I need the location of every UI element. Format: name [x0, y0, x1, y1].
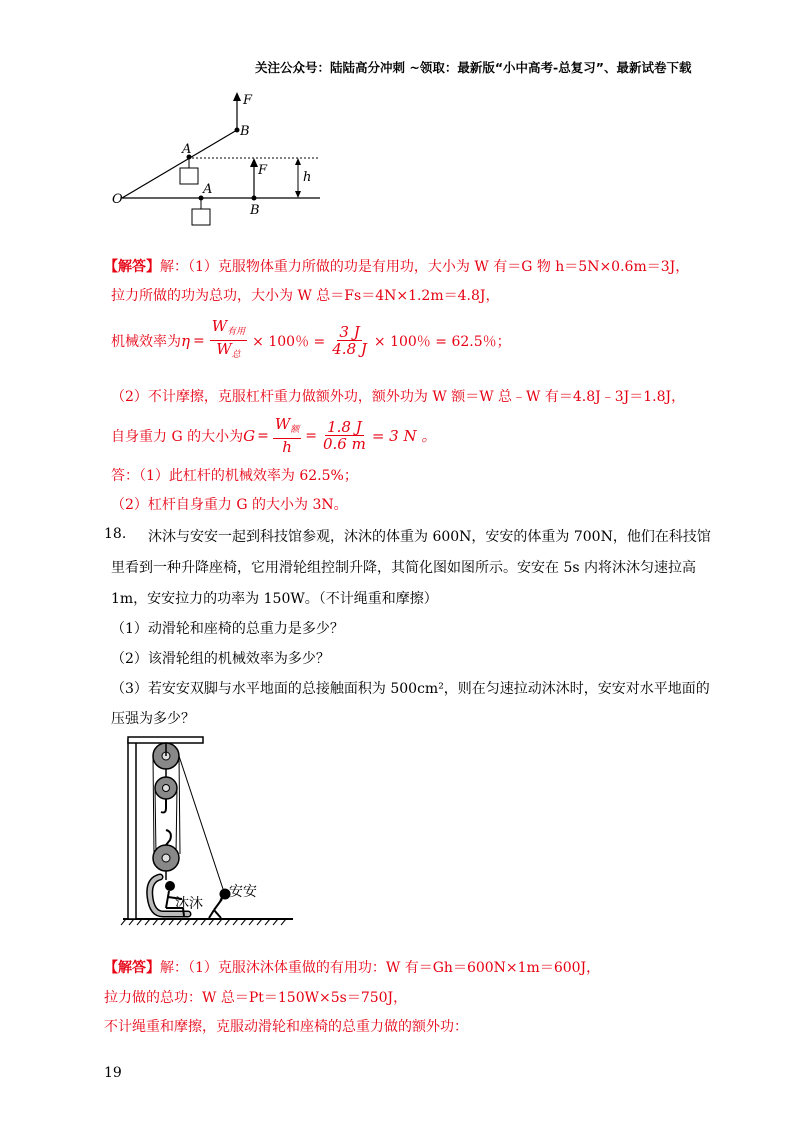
- page-header: 关注公众号：陆陆高分冲刺 ~领取：最新版“小中高考-总复习”、最新试卷下载: [255, 60, 692, 75]
- point-b-bottom: [252, 196, 257, 201]
- top-beam: [128, 737, 203, 743]
- label-b-bottom: B: [250, 203, 260, 218]
- point-b-top: [235, 128, 240, 133]
- solution1-line1: 【解答】解：（1）克服物体重力所做的功是有用功，大小为 W 有＝G 物 h＝5N×0.6m＝3J，: [104, 259, 690, 275]
- solution1-lead: 【解答】: [104, 259, 160, 275]
- pulley-diagram: [118, 732, 298, 927]
- problem-number: 18.: [104, 526, 127, 542]
- fraction-3j-over-48j: $\frac{3 J}{4.8 J}$: [332, 323, 367, 358]
- question-1: （1）动滑轮和座椅的总重力是多少？: [111, 621, 344, 637]
- question-3: （3）若安安双脚与水平地面的总接触面积为 500cm²，则在匀速拉动沐沐时，安安对水平地面的: [111, 681, 710, 697]
- problem-para2: 里看到一种升降座椅，它用滑轮组控制升降，其简化图如图所示。安安在 5s 内将沐沐匀速拉高: [111, 560, 696, 576]
- gravity-formula: 自身重力 G 的大小为 G = $\frac{W_额}{h}$ = $\frac{1.8 J}{0.6 m}$ = 3 N 。: [111, 415, 437, 456]
- support-post: [128, 740, 136, 919]
- label-f-top: F: [243, 93, 253, 108]
- page-number: 19: [104, 1065, 122, 1081]
- weight-box-top: [180, 168, 198, 184]
- solution1-line2: 拉力所做的功为总功，大小为 W 总＝Fs＝4N×1.2m＝4.8J，: [111, 288, 500, 304]
- question-3-cont: 压强为多少？: [111, 711, 195, 727]
- label-f-mid: F: [258, 163, 268, 178]
- lever-diagram: [100, 88, 340, 233]
- solution1-line4: （2）不计摩擦，克服杠杆重力做额外功，额外功为 W 额＝W 总﹣W 有＝4.8J﹣3J＝1.8J，: [111, 389, 686, 405]
- solution2-line2: 拉力做的总功：W 总＝Pt＝150W×5s＝750J，: [104, 990, 408, 1006]
- label-anan: 安安: [229, 884, 257, 900]
- label-a-top: A: [182, 142, 192, 157]
- answer1-line1: 答：（1）此杠杆的机械效率为 62.5%；: [111, 468, 358, 484]
- label-h: h: [303, 170, 312, 185]
- lever-slanted-line: [122, 130, 237, 198]
- fraction-extra-over-h: $\frac{W_额}{h}$: [274, 415, 300, 456]
- force-arrowhead-mid: [250, 158, 258, 167]
- label-a-bottom: A: [203, 182, 213, 197]
- fraction-18j-over-06m: $\frac{1.8 J}{0.6 m}$: [322, 418, 366, 453]
- solution2-line3: 不计绳重和摩擦，克服动滑轮和座椅的总重力做的额外功：: [104, 1019, 468, 1035]
- solution2-line1: 【解答】解：（1）克服沐沐体重做的有用功：W 有＝Gh＝600N×1m＝600J，: [104, 960, 601, 976]
- person-mumu: [165, 881, 175, 891]
- answer1-line2: （2）杠杆自身重力 G 的大小为 3N。: [111, 497, 348, 513]
- label-o: O: [112, 192, 123, 207]
- force-arrowhead-top: [233, 92, 241, 101]
- pull-rope: [179, 756, 224, 892]
- problem-para3: 1m，安安拉力的功率为 150W。（不计绳重和摩擦）: [111, 591, 438, 607]
- weight-box-bottom: [192, 209, 210, 225]
- label-mumu: 沐沐: [175, 896, 203, 912]
- solution2-lead: 【解答】: [104, 960, 160, 976]
- problem-para1: 沐沐与安安一起到科技馆参观，沐沐的体重为 600N，安安的体重为 700N，他们在科技馆: [148, 529, 711, 545]
- fraction-useful-over-total: $\frac{W_{有用}}{W_总}$: [211, 317, 246, 360]
- question-2: （2）该滑轮组的机械效率为多少？: [111, 651, 330, 667]
- efficiency-formula: 机械效率为 η = $\frac{W_{有用}}{W_总}$ × 100％ = $\frac{3 J}{4.8 J}$ × 100％ = 62.5％；: [111, 318, 511, 363]
- label-b-top: B: [240, 124, 250, 139]
